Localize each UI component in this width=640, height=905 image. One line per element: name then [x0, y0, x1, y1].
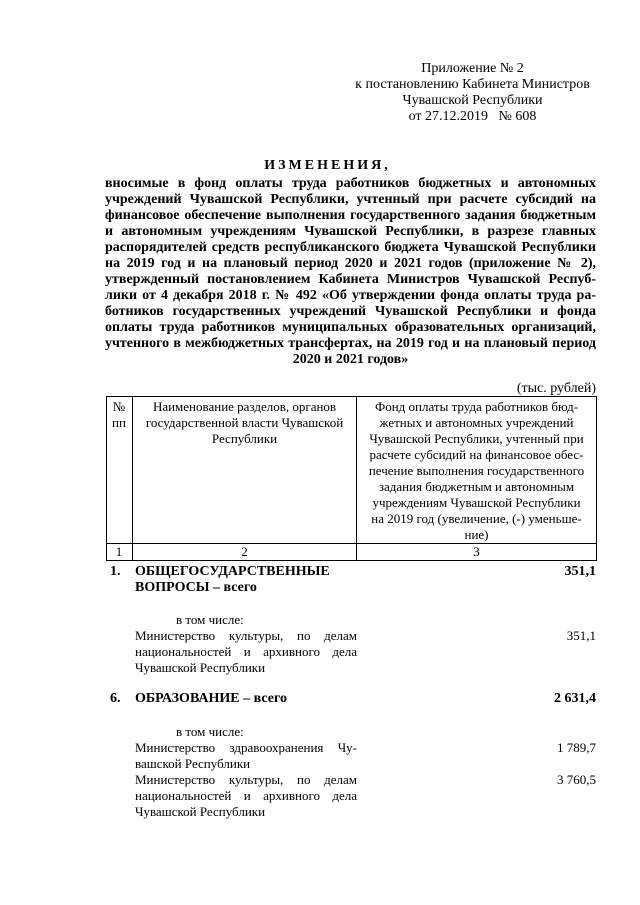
col2-header: Наименование разделов, органов государственной власти Чувашской Республики	[145, 399, 344, 446]
intro-line: 2020 и 2021 годов»	[292, 352, 409, 367]
ministry-name: Министерство культуры, по делам национальностей и архивного дела Чувашской Республики	[135, 772, 357, 819]
section-total: 2 631,4	[554, 691, 596, 706]
units-label: (тыс. рублей)	[516, 381, 596, 396]
intro-line: учтенного в межбюджетных трансфертах, на 2019 год и на плановый период	[105, 336, 596, 351]
annex-title: Приложение № 2	[421, 61, 524, 76]
section-title: ОБРАЗОВАНИЕ – всего	[135, 691, 287, 706]
table-border-top	[106, 396, 597, 397]
ministry-value: 351,1	[566, 628, 596, 643]
intro-line: ботников государственных учреждений Чувашской Республики и фонда	[105, 304, 596, 319]
intro-line: распорядителей средств республиканского бюджета Чувашской Республики	[105, 240, 596, 255]
document-intro	[105, 176, 596, 368]
intro-line: учреждений Чувашской Республики, учтенный при расчете субсидий на	[105, 192, 596, 207]
annex-reference: к постановлению Кабинета Министров	[355, 77, 590, 92]
ministry-value: 3 760,5	[557, 772, 596, 787]
ministry-value: 1 789,7	[557, 740, 596, 755]
section-title: ОБЩЕГОСУДАРСТВЕННЫЕ ВОПРОСЫ – всего	[135, 564, 330, 595]
including-label: в том числе:	[176, 724, 244, 739]
intro-line: финансовое обеспечение выполнения государственного задания бюджетным	[105, 208, 596, 223]
col1-header: № пп	[112, 399, 126, 430]
ministry-name: Министерство здравоохранения Чу- вашской Республики	[135, 740, 357, 771]
col3-header: Фонд оплаты труда работников бюд- жетных и автономных учреждений Чувашской Республики, учтенный при расчете субсидий на финансовое обес- печение выполнения государственного задания бюджетным и автономным учреждениям Чувашской Республики на 2019 год (увеличение, (-) уменьше- ние)	[368, 399, 585, 542]
intro-line: оплаты труда работников муниципальных образовательных организаций,	[105, 320, 596, 335]
intro-line: и автономным учреждениям Чувашской Республики, в разрезе главных	[105, 224, 596, 239]
section-number: 6.	[110, 691, 121, 706]
table-border-right	[596, 396, 597, 561]
ministry-name: Министерство культуры, по делам национальностей и архивного дела Чувашской Республики	[135, 628, 357, 675]
intro-line: на 2019 год и на плановый период 2020 и 2021 годов (приложение № 2),	[105, 256, 596, 271]
col2-number: 2	[241, 544, 248, 559]
annex-republic: Чувашской Республики	[402, 93, 543, 108]
table-border-numbers-bottom	[106, 560, 597, 561]
section-total: 351,1	[564, 564, 596, 579]
intro-line: утвержденный постановлением Кабинета Министров Чувашской Респуб-	[105, 272, 596, 287]
including-label: в том числе:	[176, 612, 244, 627]
annex-date-number: от 27.12.2019 № 608	[408, 109, 537, 124]
intro-line: лики от 4 декабря 2018 г. № 492 «Об утверждении фонда оплаты труда ра-	[105, 288, 596, 303]
col1-number: 1	[115, 544, 123, 559]
annex-header	[345, 61, 600, 125]
intro-line: вносимые в фонд оплаты труда работников бюджетных и автономных	[105, 176, 596, 191]
section-number: 1.	[110, 564, 121, 579]
col3-number: 3	[473, 544, 480, 559]
document-heading: ИЗМЕНЕНИЯ,	[264, 158, 391, 173]
